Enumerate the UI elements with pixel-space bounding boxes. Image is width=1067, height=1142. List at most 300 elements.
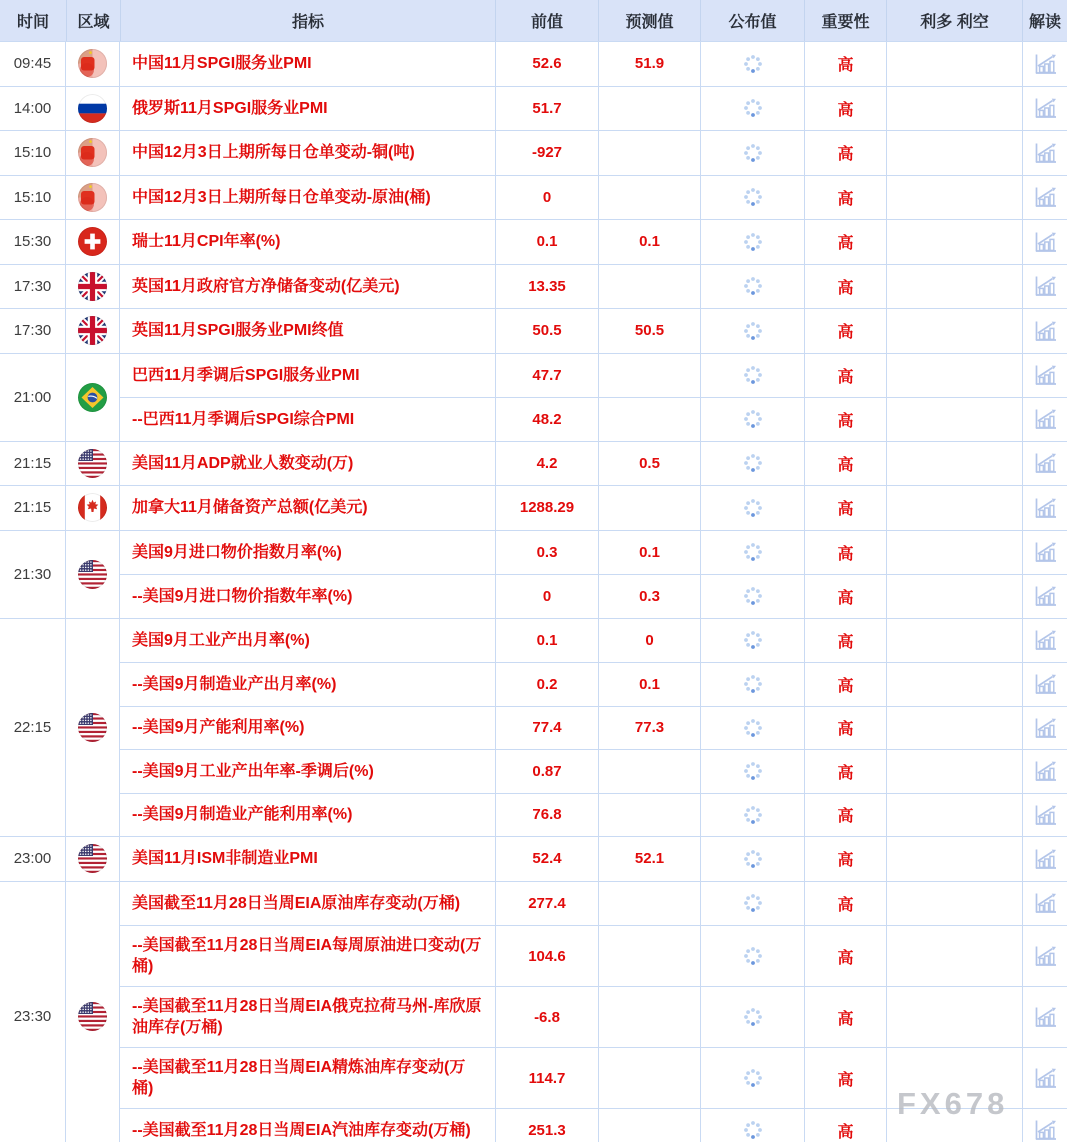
- bull-bear-cell: [886, 398, 1022, 441]
- indicator-link[interactable]: --美国截至11月28日当周EIA精炼油库存变动(万桶): [132, 1059, 466, 1097]
- column-header-forecast: 预测值: [598, 0, 700, 41]
- time-cell: 17:30: [0, 265, 66, 309]
- loading-spinner-icon: [743, 718, 763, 738]
- importance-badge: 高: [804, 531, 886, 575]
- previous-value: 51.7: [495, 87, 598, 131]
- previous-value: 52.6: [495, 42, 598, 86]
- interpret-chart-button[interactable]: [1022, 176, 1067, 220]
- bull-bear-cell: [886, 131, 1022, 175]
- indicator-link[interactable]: 美国9月工业产出月率(%): [132, 631, 310, 649]
- event-row: [120, 706, 1067, 750]
- previous-value: 0.3: [495, 531, 598, 575]
- loading-spinner-icon: [743, 187, 763, 207]
- indicator-link[interactable]: 美国11月ADP就业人数变动(万): [132, 454, 354, 472]
- time-cell: 21:15: [0, 486, 66, 530]
- importance-badge: 高: [804, 663, 886, 706]
- published-value-loading: [700, 882, 804, 926]
- usa-flag-icon: [78, 713, 107, 742]
- region-cell: [66, 619, 120, 837]
- usa-flag-icon: [78, 844, 107, 873]
- importance-badge: 高: [804, 987, 886, 1047]
- indicator-link[interactable]: --美国9月进口物价指数年率(%): [132, 587, 353, 605]
- forecast-value: [598, 87, 700, 131]
- previous-value: 48.2: [495, 398, 598, 441]
- event-row: [120, 131, 1067, 175]
- loading-spinner-icon: [743, 805, 763, 825]
- interpret-chart-button[interactable]: [1022, 794, 1067, 837]
- importance-badge: 高: [804, 87, 886, 131]
- loading-spinner-icon: [743, 232, 763, 252]
- importance-badge: 高: [804, 1109, 886, 1142]
- event-group: [0, 309, 1067, 354]
- published-value-loading: [700, 987, 804, 1047]
- published-value-loading: [700, 87, 804, 131]
- time-cell: 21:00: [0, 354, 66, 441]
- event-row: [120, 662, 1067, 706]
- interpret-chart-button[interactable]: [1022, 265, 1067, 309]
- loading-spinner-icon: [743, 946, 763, 966]
- importance-badge: 高: [804, 882, 886, 926]
- importance-badge: 高: [804, 131, 886, 175]
- interpret-chart-button[interactable]: [1022, 486, 1067, 530]
- chart-icon: [1033, 53, 1058, 75]
- event-row: [120, 925, 1067, 986]
- bull-bear-cell: [886, 87, 1022, 131]
- bull-bear-cell: [886, 750, 1022, 793]
- importance-badge: 高: [804, 398, 886, 441]
- chart-icon: [1033, 1067, 1058, 1089]
- importance-badge: 高: [804, 575, 886, 618]
- column-header-importance: 重要性: [804, 0, 886, 41]
- published-value-loading: [700, 531, 804, 575]
- published-value-loading: [700, 1048, 804, 1108]
- event-group: [0, 176, 1067, 221]
- forecast-value: [598, 926, 700, 986]
- loading-spinner-icon: [743, 498, 763, 518]
- event-row: [120, 397, 1067, 441]
- event-group: [0, 131, 1067, 176]
- interpret-chart-button[interactable]: [1022, 87, 1067, 131]
- forecast-value: 0.1: [598, 663, 700, 706]
- chart-icon: [1033, 231, 1058, 253]
- time-cell: 14:00: [0, 87, 66, 131]
- importance-badge: 高: [804, 837, 886, 881]
- interpret-chart-button[interactable]: [1022, 442, 1067, 486]
- table-body: [0, 42, 1067, 1142]
- canada-flag-icon: [78, 493, 107, 522]
- event-group: [0, 87, 1067, 132]
- column-header-published: 公布值: [700, 0, 804, 41]
- chart-icon: [1033, 142, 1058, 164]
- loading-spinner-icon: [743, 321, 763, 341]
- previous-value: 277.4: [495, 882, 598, 926]
- loading-spinner-icon: [743, 761, 763, 781]
- forecast-value: 77.3: [598, 707, 700, 750]
- importance-badge: 高: [804, 442, 886, 486]
- published-value-loading: [700, 926, 804, 986]
- loading-spinner-icon: [743, 1120, 763, 1140]
- interpret-chart-button[interactable]: [1022, 1109, 1067, 1142]
- forecast-value: [598, 176, 700, 220]
- event-group: [0, 265, 1067, 310]
- bull-bear-cell: [886, 837, 1022, 881]
- published-value-loading: [700, 486, 804, 530]
- indicator-link[interactable]: 中国11月SPGI服务业PMI: [132, 55, 312, 73]
- indicator-link[interactable]: --美国9月工业产出年率-季调后(%): [132, 762, 374, 780]
- importance-badge: 高: [804, 309, 886, 353]
- importance-badge: 高: [804, 619, 886, 663]
- previous-value: -6.8: [495, 987, 598, 1047]
- previous-value: 50.5: [495, 309, 598, 353]
- importance-badge: 高: [804, 486, 886, 530]
- interpret-chart-button[interactable]: [1022, 926, 1067, 986]
- loading-spinner-icon: [743, 54, 763, 74]
- chart-icon: [1033, 892, 1058, 914]
- previous-value: 47.7: [495, 354, 598, 398]
- bull-bear-cell: [886, 663, 1022, 706]
- table-header-row: [0, 0, 1067, 42]
- event-row: [120, 531, 1067, 575]
- importance-badge: 高: [804, 265, 886, 309]
- uk-flag-icon: [78, 272, 107, 301]
- china-flag-icon: [78, 49, 107, 78]
- forecast-value: [598, 987, 700, 1047]
- bull-bear-cell: [886, 987, 1022, 1047]
- time-cell: 09:45: [0, 42, 66, 86]
- indicator-link[interactable]: --美国9月制造业产出月率(%): [132, 675, 337, 693]
- published-value-loading: [700, 619, 804, 663]
- indicator-link[interactable]: --美国截至11月28日当周EIA每周原油进口变动(万桶): [132, 937, 482, 975]
- time-cell: 15:30: [0, 220, 66, 264]
- column-header-previous: 前值: [495, 0, 598, 41]
- indicator-link[interactable]: 英国11月SPGI服务业PMI终值: [132, 322, 344, 340]
- event-group: [0, 442, 1067, 487]
- region-cell: [66, 882, 120, 1142]
- russia-flag-icon: [78, 94, 107, 123]
- event-row: [120, 220, 1067, 264]
- interpret-chart-button[interactable]: [1022, 882, 1067, 926]
- time-cell: 22:15: [0, 619, 66, 837]
- forecast-value: [598, 794, 700, 837]
- forecast-value: 51.9: [598, 42, 700, 86]
- event-group: [0, 619, 1067, 838]
- published-value-loading: [700, 176, 804, 220]
- loading-spinner-icon: [743, 453, 763, 473]
- bull-bear-cell: [886, 575, 1022, 618]
- indicator-link[interactable]: 英国11月政府官方净储备变动(亿美元): [132, 277, 400, 295]
- indicator-link[interactable]: 加拿大11月储备资产总额(亿美元): [132, 499, 368, 517]
- forecast-value: 50.5: [598, 309, 700, 353]
- indicator-link[interactable]: --美国截至11月28日当周EIA汽油库存变动(万桶): [132, 1121, 471, 1139]
- chart-icon: [1033, 408, 1058, 430]
- chart-icon: [1033, 1119, 1058, 1141]
- published-value-loading: [700, 794, 804, 837]
- loading-spinner-icon: [743, 276, 763, 296]
- indicator-link[interactable]: 美国11月ISM非制造业PMI: [132, 850, 318, 868]
- forecast-value: [598, 1048, 700, 1108]
- interpret-chart-button[interactable]: [1022, 619, 1067, 663]
- event-group: [0, 486, 1067, 531]
- usa-flag-icon: [78, 1002, 107, 1031]
- uk-flag-icon: [78, 316, 107, 345]
- indicator-link[interactable]: 俄罗斯11月SPGI服务业PMI: [132, 99, 328, 117]
- published-value-loading: [700, 837, 804, 881]
- chart-icon: [1033, 452, 1058, 474]
- time-cell: 21:30: [0, 531, 66, 618]
- column-header-bull_bear: 利多 利空: [886, 0, 1022, 41]
- time-cell: 23:30: [0, 882, 66, 1142]
- interpret-chart-button[interactable]: [1022, 309, 1067, 353]
- event-row: [120, 42, 1067, 86]
- usa-flag-icon: [78, 560, 107, 589]
- time-cell: 21:15: [0, 442, 66, 486]
- chart-icon: [1033, 717, 1058, 739]
- forecast-value: 52.1: [598, 837, 700, 881]
- interpret-chart-button[interactable]: [1022, 707, 1067, 750]
- previous-value: 0.2: [495, 663, 598, 706]
- indicator-link[interactable]: --美国9月制造业产能利用率(%): [132, 806, 353, 824]
- previous-value: 4.2: [495, 442, 598, 486]
- bull-bear-cell: [886, 176, 1022, 220]
- region-cell: [66, 87, 120, 131]
- region-cell: [66, 486, 120, 530]
- loading-spinner-icon: [743, 1007, 763, 1027]
- loading-spinner-icon: [743, 98, 763, 118]
- interpret-chart-button[interactable]: [1022, 1048, 1067, 1108]
- interpret-chart-button[interactable]: [1022, 131, 1067, 175]
- loading-spinner-icon: [743, 143, 763, 163]
- switzerland-flag-icon: [78, 227, 107, 256]
- published-value-loading: [700, 663, 804, 706]
- indicator-link[interactable]: 美国9月进口物价指数月率(%): [132, 543, 342, 561]
- indicator-link[interactable]: 中国12月3日上期所每日仓单变动-铜(吨): [132, 144, 415, 162]
- interpret-chart-button[interactable]: [1022, 663, 1067, 706]
- event-group: [0, 531, 1067, 619]
- importance-badge: 高: [804, 750, 886, 793]
- forecast-value: [598, 398, 700, 441]
- region-cell: [66, 442, 120, 486]
- interpret-chart-button[interactable]: [1022, 354, 1067, 398]
- chart-icon: [1033, 364, 1058, 386]
- indicator-link[interactable]: --巴西11月季调后SPGI综合PMI: [132, 410, 355, 428]
- time-cell: 15:10: [0, 131, 66, 175]
- indicator-link[interactable]: 瑞士11月CPI年率(%): [132, 233, 281, 251]
- loading-spinner-icon: [743, 409, 763, 429]
- forecast-value: 0.1: [598, 531, 700, 575]
- region-cell: [66, 531, 120, 618]
- importance-badge: 高: [804, 926, 886, 986]
- event-row: [120, 309, 1067, 353]
- bull-bear-cell: [886, 531, 1022, 575]
- indicator-link[interactable]: --美国截至11月28日当周EIA俄克拉荷马州-库欣原油库存(万桶): [132, 998, 482, 1036]
- interpret-chart-button[interactable]: [1022, 987, 1067, 1047]
- event-group: [0, 42, 1067, 87]
- forecast-value: [598, 354, 700, 398]
- loading-spinner-icon: [743, 586, 763, 606]
- chart-icon: [1033, 97, 1058, 119]
- previous-value: 0.87: [495, 750, 598, 793]
- column-header-time: 时间: [16, 14, 49, 31]
- region-cell: [66, 176, 120, 220]
- chart-icon: [1033, 848, 1058, 870]
- published-value-loading: [700, 265, 804, 309]
- importance-badge: 高: [804, 176, 886, 220]
- chart-icon: [1033, 629, 1058, 651]
- published-value-loading: [700, 42, 804, 86]
- interpret-chart-button[interactable]: [1022, 750, 1067, 793]
- loading-spinner-icon: [743, 674, 763, 694]
- interpret-chart-button[interactable]: [1022, 575, 1067, 618]
- indicator-link[interactable]: 巴西11月季调后SPGI服务业PMI: [132, 366, 360, 384]
- interpret-chart-button[interactable]: [1022, 531, 1067, 575]
- chart-icon: [1033, 1006, 1058, 1028]
- forecast-value: 0.1: [598, 220, 700, 264]
- bull-bear-cell: [886, 794, 1022, 837]
- importance-badge: 高: [804, 42, 886, 86]
- previous-value: 0.1: [495, 220, 598, 264]
- chart-icon: [1033, 186, 1058, 208]
- event-row: [120, 619, 1067, 663]
- bull-bear-cell: [886, 442, 1022, 486]
- bull-bear-cell: [886, 309, 1022, 353]
- time-cell: 23:00: [0, 837, 66, 881]
- published-value-loading: [700, 398, 804, 441]
- forecast-value: 0.3: [598, 575, 700, 618]
- published-value-loading: [700, 575, 804, 618]
- event-row: [120, 87, 1067, 131]
- event-row: [120, 882, 1067, 926]
- previous-value: -927: [495, 131, 598, 175]
- published-value-loading: [700, 442, 804, 486]
- loading-spinner-icon: [743, 365, 763, 385]
- bull-bear-cell: [886, 354, 1022, 398]
- region-cell: [66, 220, 120, 264]
- importance-badge: 高: [804, 794, 886, 837]
- previous-value: 251.3: [495, 1109, 598, 1142]
- chart-icon: [1033, 585, 1058, 607]
- loading-spinner-icon: [743, 1068, 763, 1088]
- forecast-value: [598, 882, 700, 926]
- chart-icon: [1033, 945, 1058, 967]
- loading-spinner-icon: [743, 849, 763, 869]
- event-row: [120, 986, 1067, 1047]
- previous-value: 0: [495, 176, 598, 220]
- time-cell: 15:10: [0, 176, 66, 220]
- bull-bear-cell: [886, 926, 1022, 986]
- indicator-link[interactable]: 中国12月3日上期所每日仓单变动-原油(桶): [132, 188, 431, 206]
- event-row: [120, 265, 1067, 309]
- chart-icon: [1033, 320, 1058, 342]
- region-cell: [66, 131, 120, 175]
- previous-value: 1288.29: [495, 486, 598, 530]
- column-header-indicator: 指标: [120, 0, 495, 41]
- fx678-watermark: FX678: [897, 1086, 1009, 1121]
- importance-badge: 高: [804, 220, 886, 264]
- interpret-chart-button[interactable]: [1022, 837, 1067, 881]
- indicator-link[interactable]: --美国9月产能利用率(%): [132, 719, 305, 737]
- published-value-loading: [700, 131, 804, 175]
- forecast-value: [598, 131, 700, 175]
- forecast-value: [598, 265, 700, 309]
- forecast-value: [598, 1109, 700, 1142]
- forecast-value: [598, 750, 700, 793]
- time-cell: 17:30: [0, 309, 66, 353]
- bull-bear-cell: [886, 619, 1022, 663]
- event-group: [0, 354, 1067, 442]
- previous-value: 77.4: [495, 707, 598, 750]
- previous-value: 114.7: [495, 1048, 598, 1108]
- column-header-interpret: 解读: [1022, 0, 1067, 41]
- published-value-loading: [700, 1109, 804, 1142]
- chart-icon: [1033, 673, 1058, 695]
- event-row: [120, 176, 1067, 220]
- bull-bear-cell: [886, 42, 1022, 86]
- loading-spinner-icon: [743, 630, 763, 650]
- bull-bear-cell: [886, 265, 1022, 309]
- loading-spinner-icon: [743, 542, 763, 562]
- bull-bear-cell: [886, 220, 1022, 264]
- brazil-flag-icon: [78, 383, 107, 412]
- previous-value: 0.1: [495, 619, 598, 663]
- previous-value: 76.8: [495, 794, 598, 837]
- importance-badge: 高: [804, 707, 886, 750]
- previous-value: 13.35: [495, 265, 598, 309]
- chart-icon: [1033, 760, 1058, 782]
- region-cell: [66, 265, 120, 309]
- usa-flag-icon: [78, 449, 107, 478]
- region-cell: [66, 42, 120, 86]
- chart-icon: [1033, 497, 1058, 519]
- interpret-chart-button[interactable]: [1022, 220, 1067, 264]
- chart-icon: [1033, 541, 1058, 563]
- previous-value: 52.4: [495, 837, 598, 881]
- event-row: [120, 442, 1067, 486]
- indicator-link[interactable]: 美国截至11月28日当周EIA原油库存变动(万桶): [132, 894, 461, 912]
- event-row: [120, 749, 1067, 793]
- previous-value: 0: [495, 575, 598, 618]
- event-row: [120, 793, 1067, 837]
- forecast-value: 0: [598, 619, 700, 663]
- column-header-region: 区域: [66, 0, 120, 41]
- event-group: [0, 220, 1067, 265]
- forecast-value: [598, 486, 700, 530]
- event-row: [120, 354, 1067, 398]
- importance-badge: 高: [804, 1048, 886, 1108]
- forecast-value: 0.5: [598, 442, 700, 486]
- bull-bear-cell: [886, 486, 1022, 530]
- region-cell: [66, 837, 120, 881]
- bull-bear-cell: [886, 707, 1022, 750]
- event-group: [0, 837, 1067, 882]
- interpret-chart-button[interactable]: [1022, 398, 1067, 441]
- region-cell: [66, 309, 120, 353]
- chart-icon: [1033, 275, 1058, 297]
- previous-value: 104.6: [495, 926, 598, 986]
- china-flag-icon: [78, 138, 107, 167]
- interpret-chart-button[interactable]: [1022, 42, 1067, 86]
- published-value-loading: [700, 354, 804, 398]
- published-value-loading: [700, 309, 804, 353]
- importance-badge: 高: [804, 354, 886, 398]
- event-row: [120, 486, 1067, 530]
- published-value-loading: [700, 750, 804, 793]
- chart-icon: [1033, 804, 1058, 826]
- loading-spinner-icon: [743, 893, 763, 913]
- published-value-loading: [700, 220, 804, 264]
- event-row: [120, 837, 1067, 881]
- bull-bear-cell: [886, 882, 1022, 926]
- event-row: [120, 574, 1067, 618]
